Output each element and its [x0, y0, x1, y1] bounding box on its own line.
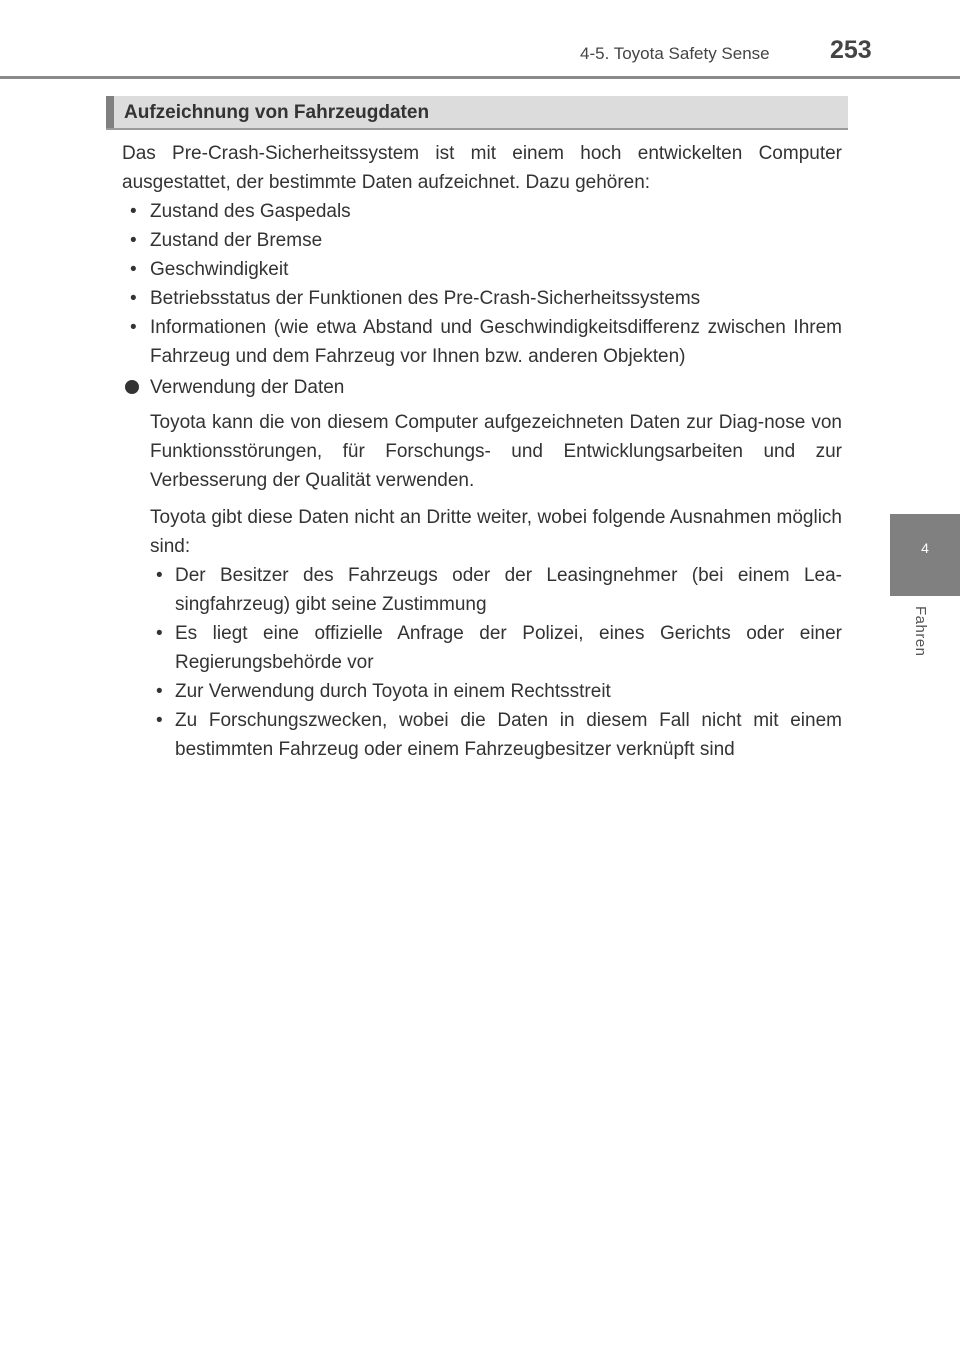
chapter-label: Fahren [912, 606, 929, 657]
list-item: • Zu Forschungszwecken, wobei die Daten in diesem Fall nicht mit einem bestimmten Fahrzeug oder einem Fahrzeugbesitzer verknüpft sind [150, 706, 842, 764]
disclosure-paragraph: Toyota gibt diese Daten nicht an Dritte weiter, wobei folgende Ausnahmen möglich sind: [150, 507, 842, 557]
header-divider [0, 76, 960, 79]
chapter-tab [890, 514, 960, 596]
bullet-circle-icon [125, 380, 139, 394]
recorded-data-list [122, 197, 842, 371]
header-section-title: 4-5. Toyota Safety Sense [580, 44, 770, 63]
list-item: • Zustand der Bremse [122, 226, 842, 255]
page-number: 253 [830, 36, 872, 64]
subsection-heading-text: Verwendung der Daten [150, 377, 345, 398]
subsection-heading [122, 373, 842, 402]
usage-paragraph: Toyota kann die von diesem Computer aufgezeichneten Daten zur Diag-nose von Funktionsstörungen, für Forschungs- und Entwicklungsarbeiten und zur Verbesserung der Qualität verwenden. [150, 412, 842, 491]
section-title: Aufzeichnung von Fahrzeugdaten [124, 102, 430, 123]
main-content [122, 139, 842, 764]
intro-paragraph: Das Pre-Crash-Sicherheitssystem ist mit einem hoch entwickelten Computer ausgestattet, der bestimmte Daten aufzeichnet. Dazu gehören: [122, 143, 842, 193]
list-item: • Geschwindigkeit [122, 255, 842, 284]
exceptions-list [150, 561, 842, 764]
list-item: • Informationen (wie etwa Abstand und Geschwindigkeitsdifferenz zwischen Ihrem Fahrzeug und dem Fahrzeug vor Ihnen bzw. anderen Objekten) [122, 313, 842, 371]
subsection-body [122, 408, 842, 764]
list-item: • Zustand des Gaspedals [122, 197, 842, 226]
section-heading-bar [106, 96, 848, 130]
list-item: • Der Besitzer des Fahrzeugs oder der Leasingnehmer (bei einem Lea-singfahrzeug) gibt seine Zustimmung [150, 561, 842, 619]
chapter-number: 4 [921, 540, 929, 556]
list-item: • Es liegt eine offizielle Anfrage der Polizei, eines Gerichts oder einer Regierungsbehörde vor [150, 619, 842, 677]
list-item: • Betriebsstatus der Funktionen des Pre-Crash-Sicherheitssystems [122, 284, 842, 313]
list-item: • Zur Verwendung durch Toyota in einem Rechtsstreit [150, 677, 842, 706]
